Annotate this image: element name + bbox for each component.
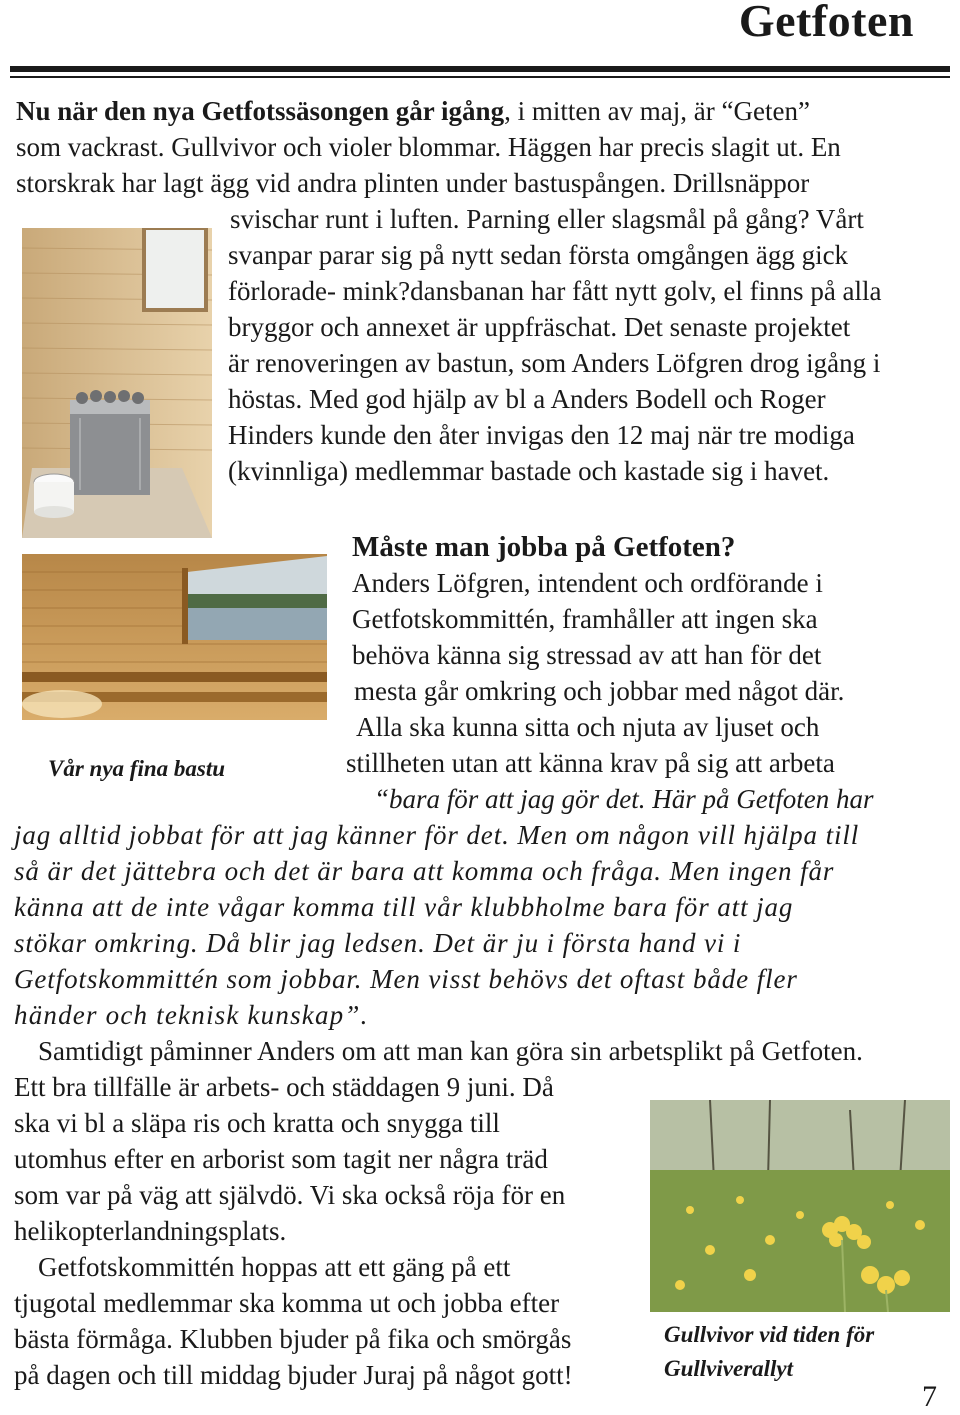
intro-line: Hinders kunde den åter invigas den 12 maj när tre modiga [228, 420, 855, 450]
intro-line: svischar runt i luften. Parning eller slagsmål på gång? Vårt [230, 204, 864, 234]
body-line: Ett bra tillfälle är arbets- och städdagen 9 juni. Då [14, 1072, 554, 1102]
body-line: Getfotskommittén hoppas att ett gäng på ett [38, 1252, 511, 1282]
quote-line: jag alltid jobbat för att jag känner för det. Men om någon vill hjälpa till [14, 820, 860, 850]
intro-line: som vackrast. Gullvivor och violer blommar. Häggen har precis slagit ut. En [16, 132, 841, 162]
header-rule-thin [10, 76, 950, 78]
page-title: Getfoten [738, 0, 914, 46]
body-line: stillheten utan att känna krav på sig att arbeta [346, 748, 835, 778]
sauna-stove-photo [22, 228, 212, 538]
intro-line: höstas. Med god hjälp av bl a Anders Bodell och Roger [228, 384, 826, 414]
cowslip-photo [650, 1100, 950, 1312]
quote-line: känna att de inte vågar komma till vår klubbholme bara för att jag [14, 892, 794, 922]
intro-line: Nu när den nya Getfotssäsongen går igång, i mitten av maj, är “Geten” [16, 96, 810, 126]
intro-line: förlorade- mink?dansbanan har fått nytt golv, el finns på alla [228, 276, 882, 306]
intro-line: svanpar parar sig på nytt sedan första omgången ägg gick [228, 240, 849, 270]
intro-line: är renoveringen av bastun, som Anders Löfgren drog igång i [228, 348, 881, 378]
body-line: som var på väg att självdö. Vi ska också röja för en [14, 1180, 566, 1210]
body-line: tjugotal medlemmar ska komma ut och jobba efter [14, 1288, 560, 1318]
body-line: utomhus efter en arborist som tagit ner några träd [14, 1144, 548, 1174]
body-line: Samtidigt påminner Anders om att man kan göra sin arbetsplikt på Getfoten. [38, 1036, 863, 1066]
photo-caption-flowers: Gullviverallyt [664, 1356, 794, 1381]
intro-line: storskrak har lagt ägg vid andra plinten under bastuspången. Drillsnäppor [16, 168, 810, 198]
quote-line: så är det jättebra och det är bara att komma och fråga. Men ingen får [14, 856, 835, 886]
quote-line: händer och teknisk kunskap”. [14, 1000, 369, 1030]
quote-line: “bara för att jag gör det. Här på Getfoten har [374, 784, 874, 814]
body-line: Anders Löfgren, intendent och ordförande i [352, 568, 823, 598]
intro-lead: Nu när den nya Getfotssäsongen går igång [16, 96, 505, 126]
body-line: ska vi bl a släpa ris och kratta och snygga till [14, 1108, 500, 1138]
body-line: helikopterlandningsplats. [14, 1216, 287, 1246]
quote-line: Getfotskommittén som jobbar. Men visst behövs det oftast både fler [14, 964, 798, 994]
sauna-bench-photo [22, 554, 327, 720]
intro-line: bryggor och annexet är uppfräschat. Det senaste projektet [228, 312, 851, 342]
photo-caption-flowers: Gullvivor vid tiden för [664, 1322, 875, 1347]
body-line: på dagen och till middag bjuder Juraj på något gott! [14, 1360, 573, 1390]
body-line: bästa förmåga. Klubben bjuder på fika och smörgås [14, 1324, 572, 1354]
body-line: Getfotskommittén, framhåller att ingen ska [352, 604, 818, 634]
body-line: mesta går omkring och jobbar med något där. [354, 676, 845, 706]
body-line: Alla ska kunna sitta och njuta av ljuset och [356, 712, 820, 742]
body-line: behöva känna sig stressad av att han för det [352, 640, 822, 670]
quote-line: stökar omkring. Då blir jag ledsen. Det är ju i första hand vi i [14, 928, 742, 958]
intro-line: (kvinnliga) medlemmar bastade och kastade sig i havet. [228, 456, 830, 486]
header-rule [10, 66, 950, 72]
page-number: 7 [922, 1380, 937, 1413]
photo-caption-sauna: Vår nya fina bastu [48, 756, 226, 781]
section-heading: Måste man jobba på Getfoten? [352, 531, 736, 563]
